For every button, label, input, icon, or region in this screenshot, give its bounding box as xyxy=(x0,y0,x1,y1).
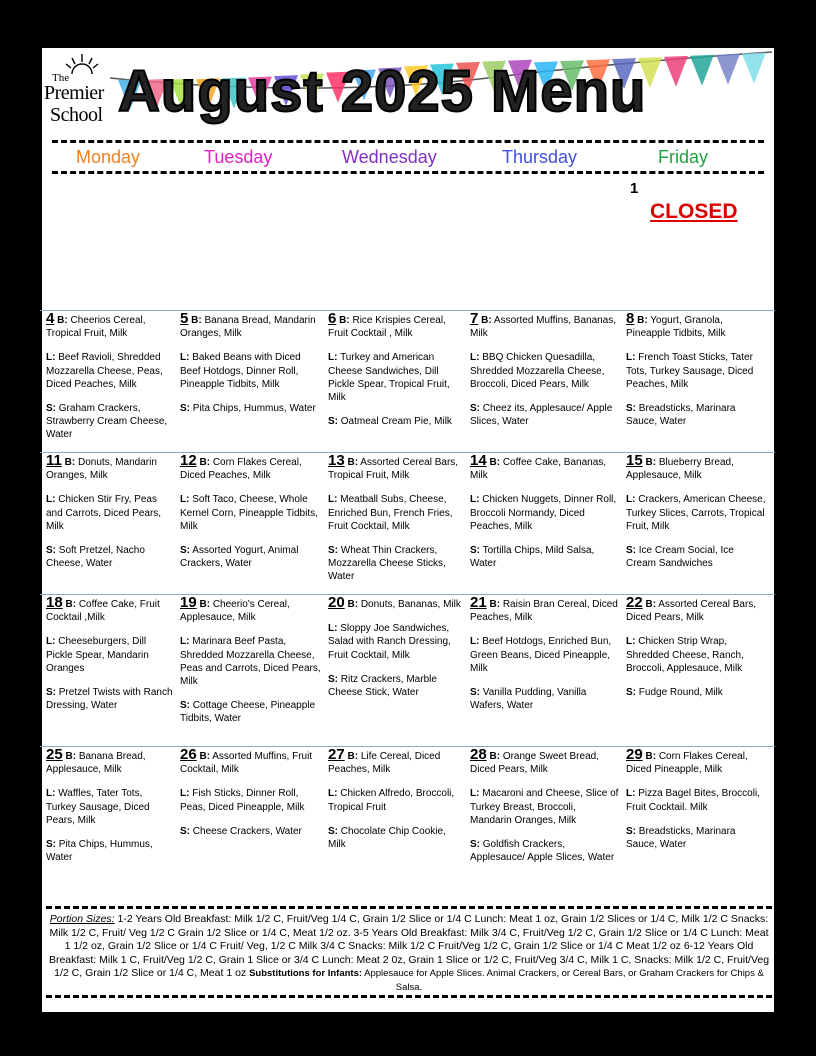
portion-text: 1-2 Years Old Breakfast: Milk 1/2 C, Fruit/Veg 1/4 C, Grain 1/2 Slice or 1/4 C Lunch: Meat 1 oz, Grain 1/2 Slices or 1/4 C, Milk 1/2 C Snacks: Milk 1/2 C, Fruit/ Veg 1/2 C Grain 1/2 Slice or 1/4 C, Meat 1/2 oz. 3-5 Years Old Breakfast: Milk 3/4 C, Fruit/Veg 1/2 C, Grain 1/2 Slice or 1/4 C Lunch: Meat 1 1/2 oz, Grain 1/2 Slice or 1/4 C Fruit/ Veg, 1/2 C Milk 3/4 C Snacks: Milk 1/2 C Fruit/Veg 1/2 C, Grain 1/2 Slice or 1/4 C Meat 1/2 oz 6-12 Years Old Breakfast: Milk 1 C, Fruit/Veg 1/2 C, Grain 1 Slice or 3/4 C Lunch: Meat 2 0z, Grain 1 Slice or 1/2 C, Fruit/Veg 3/4 C, Milk 1 C, Snacks: Milk 1/2 C, Fruit/Veg 1/2 C, Grain 1/2 Slice or 1/4 C, Meat 1 oz xyxy=(48,913,770,980)
breakfast-text: Banana Bread, Mandarin Oranges, Milk xyxy=(180,315,316,340)
page-title: August 2025 Menu xyxy=(118,59,647,124)
lunch-label: L: xyxy=(328,623,338,635)
day-thursday: Thursday xyxy=(502,147,578,167)
breakfast-text: Blueberry Bread, Applesauce, Milk xyxy=(626,457,734,482)
day-cell xyxy=(328,748,464,862)
substitutions-text: Applesauce for Apple Slices. Animal Crackers, or Cereal Bars, or Graham Crackers for Chips & Salsa. xyxy=(362,968,764,993)
lunch-text: Chicken Alfredo, Broccoli, Tropical Fruit xyxy=(328,788,455,813)
snack-text: Graham Crackers, Strawberry Cream Cheese, Water xyxy=(46,403,168,441)
lunch-label: L: xyxy=(328,788,338,800)
day-cell xyxy=(46,748,174,875)
logo-school: School xyxy=(50,104,103,126)
portion-sizes-footer xyxy=(46,906,772,998)
breakfast-label: B: xyxy=(57,315,68,326)
lunch-text: Chicken Stir Fry, Peas and Carrots, Diced Pears, Milk xyxy=(46,494,162,532)
breakfast-label: B: xyxy=(347,751,359,762)
snack-text: Fudge Round, Milk xyxy=(638,687,723,699)
weekday-header xyxy=(52,140,764,174)
lunch-text: Marinara Beef Pasta, Shredded Mozzarella Cheese, Peas and Carrots, Diced Pears, Milk xyxy=(180,636,321,688)
lunch-text: BBQ Chicken Quesadilla, Shredded Mozzarella Cheese, Broccoli, Diced Pears, Milk xyxy=(470,352,605,390)
lunch-label: L: xyxy=(470,352,480,364)
bunting-flag xyxy=(716,54,740,85)
breakfast-text: Banana Bread, Applesauce, Milk xyxy=(46,751,146,776)
logo-premier: Premier xyxy=(44,82,104,104)
bunting-flag xyxy=(742,53,766,84)
snack-label: S: xyxy=(470,687,480,699)
lunch-label: L: xyxy=(626,788,636,800)
snack-label: S: xyxy=(470,545,480,557)
closed-label: CLOSED xyxy=(650,200,738,223)
snack-text: Ice Cream Social, Ice Cream Sandwiches xyxy=(626,545,734,570)
snack-label: S: xyxy=(626,825,636,837)
snack-text: Pretzel Twists with Ranch Dressing, Water xyxy=(46,687,173,712)
lunch-label: L: xyxy=(180,352,190,364)
logo-the: The xyxy=(52,72,70,84)
breakfast-text: Cheerio's Cereal, Applesauce, Milk xyxy=(180,599,290,624)
day-number: 22 xyxy=(626,594,643,611)
day-cell xyxy=(180,312,322,426)
day-wednesday: Wednesday xyxy=(342,147,437,167)
day-cell xyxy=(626,312,766,439)
week-divider xyxy=(40,310,775,311)
snack-text: Soft Pretzel, Nacho Cheese, Water xyxy=(46,545,145,570)
snack-text: Ritz Crackers, Marble Cheese Stick, Water xyxy=(328,673,437,699)
breakfast-text: Orange Sweet Bread, Diced Pears, Milk xyxy=(470,751,599,776)
snack-label: S: xyxy=(470,403,480,415)
day-number: 28 xyxy=(470,746,487,763)
snack-text: Breadsticks, Marinara Sauce, Water xyxy=(626,403,736,428)
snack-label: S: xyxy=(626,545,636,557)
lunch-label: L: xyxy=(626,352,636,364)
breakfast-text: Assorted Muffins, Bananas, Milk xyxy=(470,315,617,340)
snack-label: S: xyxy=(328,545,338,557)
breakfast-label: B: xyxy=(347,457,359,468)
day-cell xyxy=(328,454,464,595)
day-monday: Monday xyxy=(76,147,141,167)
snack-label: S: xyxy=(180,403,190,415)
day-number: 18 xyxy=(46,594,63,611)
lunch-text: Chicken Nuggets, Dinner Roll, Broccoli Normandy, Diced Peaches, Milk xyxy=(470,494,617,532)
breakfast-text: Coffee Cake, Bananas, Milk xyxy=(470,457,607,482)
portion-label: Portion Sizes: xyxy=(49,913,115,925)
day-number: 29 xyxy=(626,746,643,763)
snack-label: S: xyxy=(328,673,338,685)
breakfast-label: B: xyxy=(339,315,350,326)
snack-text: Cheese Crackers, Water xyxy=(192,825,302,837)
breakfast-text: Cheerios Cereal, Tropical Fruit, Milk xyxy=(46,315,146,340)
snack-label: S: xyxy=(180,825,190,837)
lunch-label: L: xyxy=(46,494,56,506)
snack-label: S: xyxy=(46,545,56,557)
breakfast-text: Life Cereal, Diced Peaches, Milk xyxy=(328,751,441,776)
lunch-label: L: xyxy=(328,352,338,364)
day-number: 26 xyxy=(180,746,197,763)
breakfast-label: B: xyxy=(191,315,202,326)
lunch-text: Meatball Subs, Cheese, Enriched Bun, French Fries, Fruit Cocktail, Milk xyxy=(328,494,453,532)
breakfast-text: Assorted Cereal Bars, Tropical Fruit, Milk xyxy=(328,457,459,482)
snack-text: Vanilla Pudding, Vanilla Wafers, Water xyxy=(470,687,587,712)
snack-label: S: xyxy=(626,403,636,415)
snack-label: S: xyxy=(46,839,56,851)
breakfast-label: B: xyxy=(489,599,501,610)
lunch-text: Chicken Strip Wrap, Shredded Cheese, Ranch, Broccoli, Applesauce, Milk xyxy=(626,636,744,674)
day-number: 11 xyxy=(46,452,62,469)
breakfast-label: B: xyxy=(199,751,211,762)
breakfast-text: Coffee Cake, Fruit Cocktail ,Milk xyxy=(46,599,160,624)
lunch-text: Baked Beans with Diced Beef Hotdogs, Dinner Roll, Pineapple Tidbits, Milk xyxy=(180,352,301,390)
school-logo xyxy=(44,52,114,132)
lunch-label: L: xyxy=(626,494,636,506)
snack-text: Pita Chips, Hummus, Water xyxy=(192,403,316,415)
day-cell xyxy=(328,312,464,439)
breakfast-label: B: xyxy=(65,599,77,610)
snack-label: S: xyxy=(626,687,636,699)
day-cell xyxy=(626,454,766,581)
snack-text: Cheez its, Applesauce/ Apple Slices, Water xyxy=(470,403,613,428)
breakfast-label: B: xyxy=(645,599,657,610)
day-number: 12 xyxy=(180,452,197,469)
snack-text: Chocolate Chip Cookie, Milk xyxy=(328,825,446,851)
week-divider xyxy=(40,594,775,595)
lunch-text: Fish Sticks, Dinner Roll, Peas, Diced Pineapple, Milk xyxy=(180,788,305,813)
snack-text: Tortilla Chips, Mild Salsa, Water xyxy=(470,545,595,570)
lunch-label: L: xyxy=(328,494,338,506)
breakfast-text: Donuts, Bananas, Milk xyxy=(360,599,461,610)
breakfast-label: B: xyxy=(199,599,211,610)
lunch-label: L: xyxy=(470,788,480,800)
bunting-flag xyxy=(664,56,688,87)
lunch-text: Waffles, Tater Tots, Turkey Sausage, Diced Pears, Milk xyxy=(46,788,150,826)
day-number: 21 xyxy=(470,594,487,611)
breakfast-text: Donuts, Mandarin Oranges, Milk xyxy=(46,457,157,482)
lunch-text: Beef Hotdogs, Enriched Bun, Green Beans, Diced Pineapple, Milk xyxy=(470,636,612,674)
day-number: 27 xyxy=(328,746,345,763)
day-cell xyxy=(180,748,322,849)
day-number: 25 xyxy=(46,746,63,763)
breakfast-label: B: xyxy=(489,751,501,762)
day-number: 5 xyxy=(180,310,189,327)
lunch-label: L: xyxy=(46,788,56,800)
day-cell xyxy=(470,748,620,875)
breakfast-label: B: xyxy=(64,457,76,468)
snack-text: Oatmeal Cream Pie, Milk xyxy=(340,416,452,428)
day-cell xyxy=(180,454,322,581)
snack-label: S: xyxy=(328,416,338,428)
lunch-text: Crackers, American Cheese, Turkey Slices, Carrots, Tropical Fruit, Milk xyxy=(626,494,766,532)
lunch-text: Sloppy Joe Sandwiches, Salad with Ranch Dressing, Fruit Cocktail, Milk xyxy=(328,623,451,661)
lunch-label: L: xyxy=(470,494,480,506)
snack-label: S: xyxy=(46,687,56,699)
breakfast-text: Corn Flakes Cereal, Diced Peaches, Milk xyxy=(180,457,302,482)
snack-label: S: xyxy=(328,825,338,837)
lunch-text: Cheeseburgers, Dill Pickle Spear, Mandarin Oranges xyxy=(46,636,149,674)
lunch-text: Soft Taco, Cheese, Whole Kernel Corn, Pineapple Tidbits, Milk xyxy=(180,494,318,532)
breakfast-text: Yogurt, Granola, Pineapple Tidbits, Milk xyxy=(626,315,726,340)
day-number: 8 xyxy=(626,310,635,327)
day-cell xyxy=(46,312,174,453)
snack-label: S: xyxy=(470,839,480,851)
day-cell xyxy=(46,596,174,723)
snack-text: Assorted Yogurt, Animal Crackers, Water xyxy=(180,545,299,570)
day-cell xyxy=(46,454,174,581)
lunch-text: Pizza Bagel Bites, Broccoli, Fruit Cocktail. Milk xyxy=(626,788,760,813)
breakfast-label: B: xyxy=(481,315,492,326)
breakfast-label: B: xyxy=(199,457,211,468)
snack-text: Goldfish Crackers, Applesauce/ Apple Slices, Water xyxy=(470,839,615,864)
breakfast-label: B: xyxy=(645,457,657,468)
week-divider xyxy=(40,452,775,453)
day-cell xyxy=(470,596,620,723)
day-friday: Friday xyxy=(658,147,709,167)
day-cell xyxy=(626,748,766,862)
day-cell xyxy=(626,596,766,710)
lunch-label: L: xyxy=(470,636,480,648)
day-number: 7 xyxy=(470,310,479,327)
lunch-label: L: xyxy=(180,788,190,800)
day-cell xyxy=(180,596,322,737)
breakfast-text: Assorted Cereal Bars, Diced Pears, Milk xyxy=(626,599,757,624)
day-number: 20 xyxy=(328,594,345,611)
breakfast-label: B: xyxy=(489,457,501,468)
bunting-flag xyxy=(690,55,714,86)
breakfast-label: B: xyxy=(65,751,77,762)
lunch-text: Turkey and American Cheese Sandwiches, Dill Pickle Spear, Tropical Fruit, Milk xyxy=(328,352,450,404)
breakfast-label: B: xyxy=(637,315,648,326)
day-cell xyxy=(470,454,620,581)
breakfast-label: B: xyxy=(347,599,359,610)
breakfast-text: Assorted Muffins, Fruit Cocktail, Milk xyxy=(180,751,313,776)
lunch-label: L: xyxy=(180,494,190,506)
lunch-text: French Toast Sticks, Tater Tots, Turkey Sausage, Diced Peaches, Milk xyxy=(626,352,754,390)
snack-label: S: xyxy=(180,545,190,557)
breakfast-text: Raisin Bran Cereal, Diced Peaches, Milk xyxy=(470,599,618,624)
snack-text: Breadsticks, Marinara Sauce, Water xyxy=(626,825,736,851)
snack-text: Cottage Cheese, Pineapple Tidbits, Water xyxy=(180,700,316,725)
snack-text: Wheat Thin Crackers, Mozzarella Cheese Sticks, Water xyxy=(328,545,446,583)
day-number: 15 xyxy=(626,452,643,469)
lunch-label: L: xyxy=(180,636,190,648)
breakfast-text: Corn Flakes Cereal, Diced Pineapple, Milk xyxy=(626,751,748,776)
snack-label: S: xyxy=(46,403,56,415)
day-number: 4 xyxy=(46,310,55,327)
lunch-label: L: xyxy=(46,352,56,364)
day-number: 13 xyxy=(328,452,345,469)
lunch-label: L: xyxy=(626,636,636,648)
day-tuesday: Tuesday xyxy=(204,147,273,167)
breakfast-label: B: xyxy=(645,751,657,762)
lunch-label: L: xyxy=(46,636,56,648)
lunch-text: Beef Ravioli, Shredded Mozzarella Cheese, Peas, Diced Peaches, Milk xyxy=(46,352,163,390)
day-number: 6 xyxy=(328,310,337,327)
substitutions-label: Substitutions for Infants: xyxy=(249,968,363,980)
snack-text: Pita Chips, Hummus, Water xyxy=(46,839,153,864)
snack-label: S: xyxy=(180,700,190,712)
day-number: 14 xyxy=(470,452,487,469)
day-cell xyxy=(470,312,620,439)
day-1-number: 1 xyxy=(630,180,639,197)
day-number: 19 xyxy=(180,594,197,611)
week-divider xyxy=(40,746,775,747)
breakfast-text: Rice Krispies Cereal, Fruit Cocktail , Milk xyxy=(328,315,446,340)
day-cell xyxy=(328,596,464,710)
lunch-text: Macaroni and Cheese, Slice of Turkey Breast, Broccoli, Mandarin Oranges, Milk xyxy=(470,788,619,826)
